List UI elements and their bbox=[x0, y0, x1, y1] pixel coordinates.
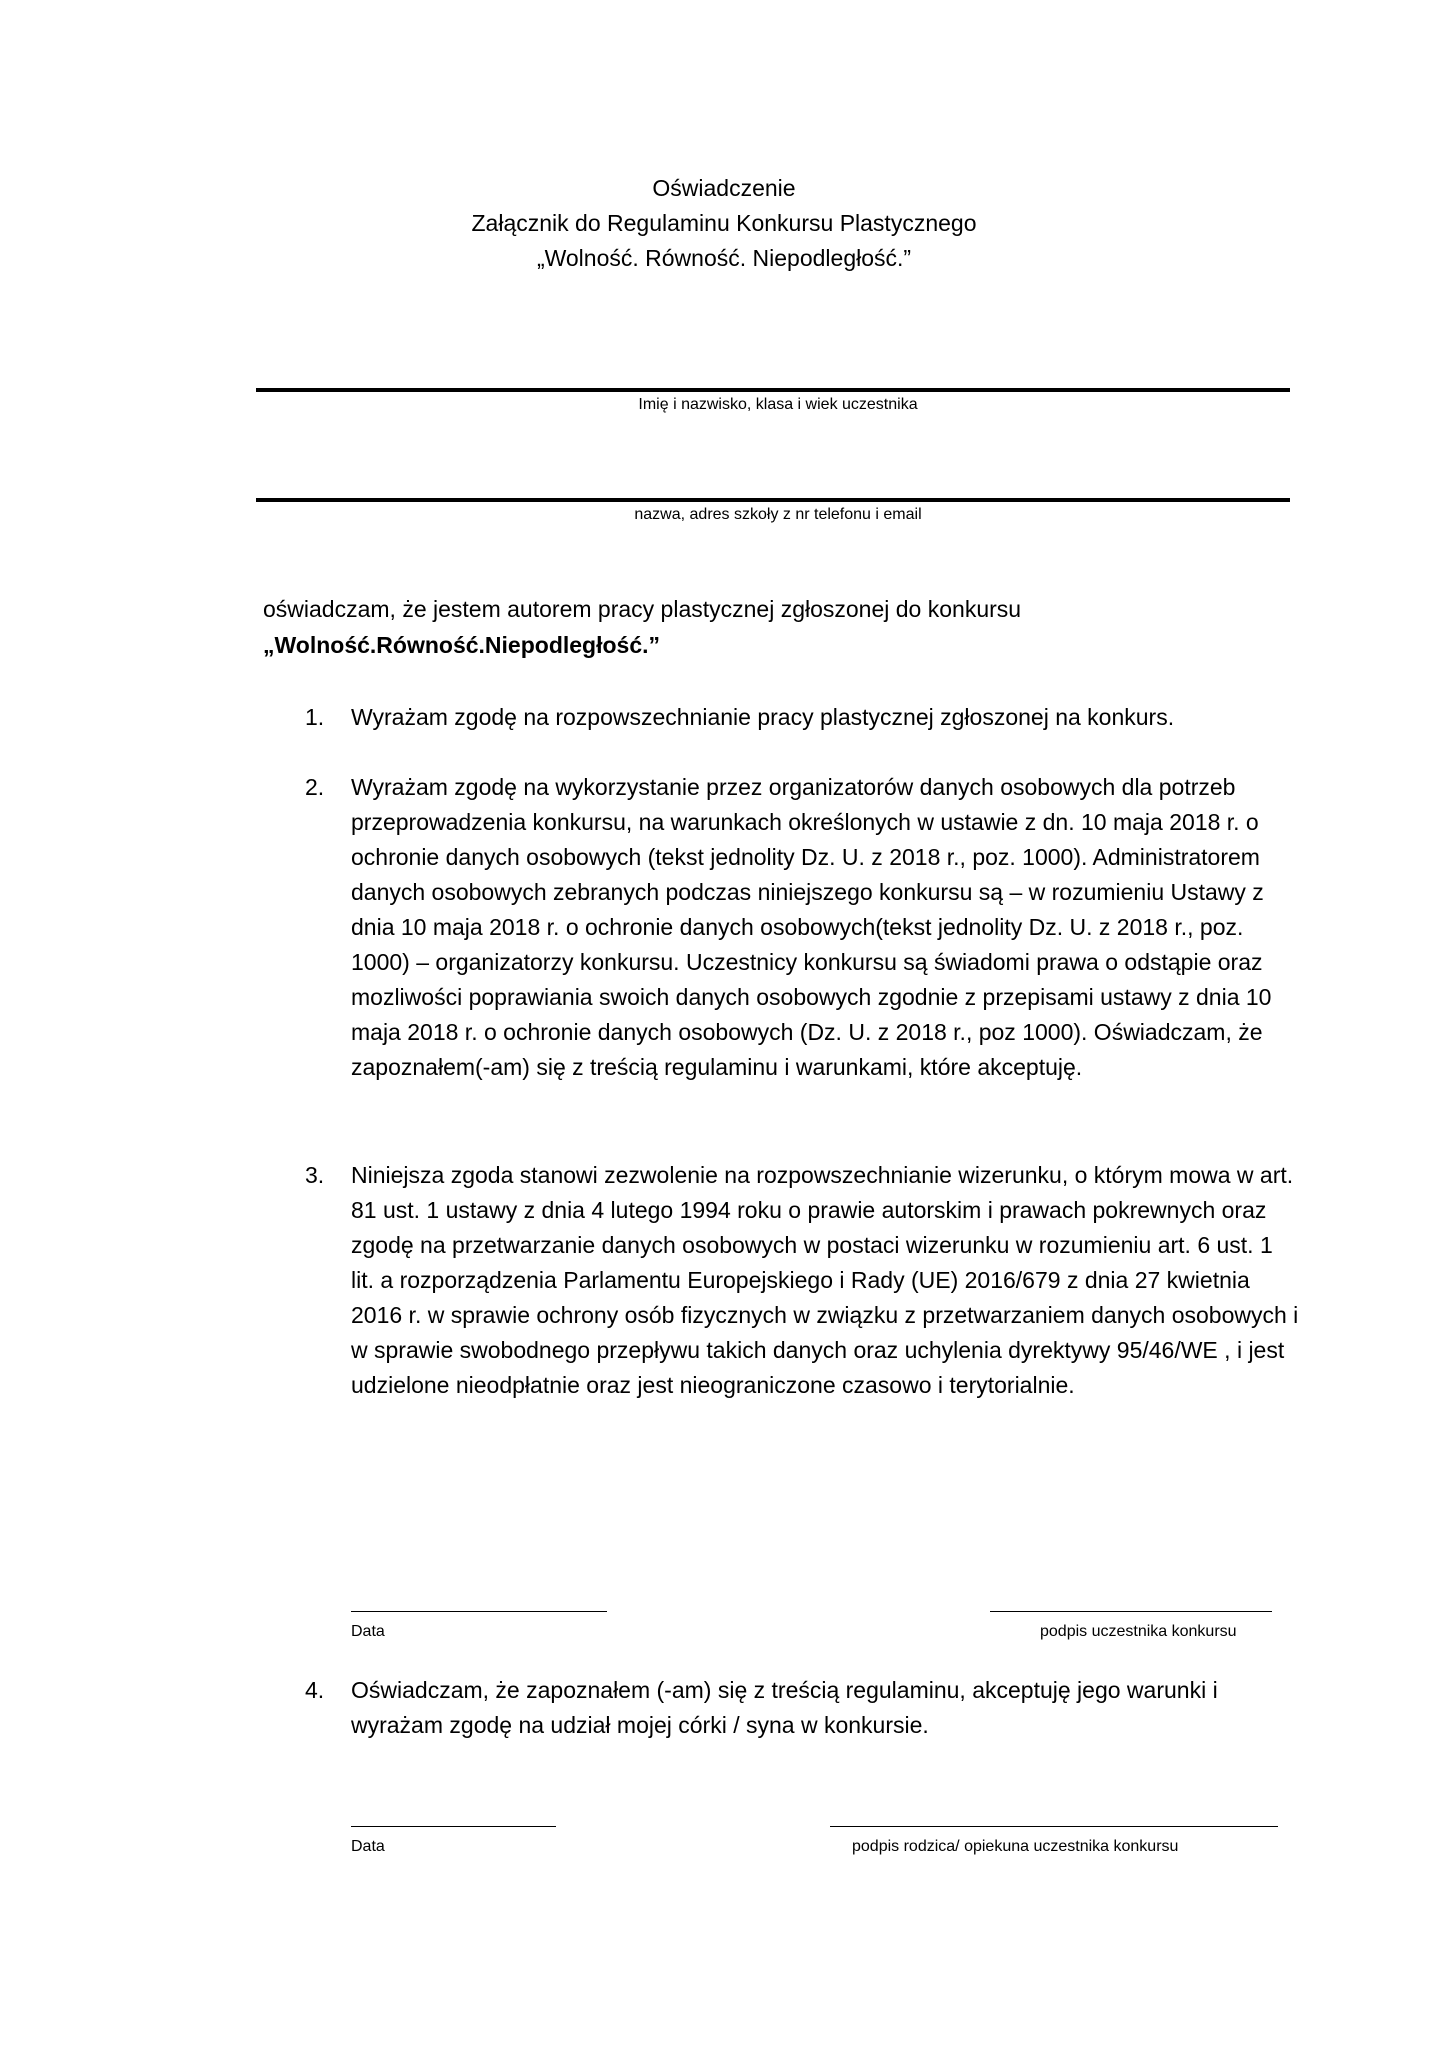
participant-signature-line[interactable] bbox=[990, 1610, 1272, 1612]
item-text: Wyrażam zgodę na wykorzystanie przez organizatorów danych osobowych dla potrzeb przeprowadzenia konkursu, na warunkach określonych w ustawie z dn. 10 maja 2018 r. o ochronie danych osobowych (tekst jednolity Dz. U. z 2018 r., poz. 1000). Administratorem danych osobowych zebranych podczas niniejszego konkursu są – w rozumieniu Ustawy z dnia 10 maja 2018 r. o ochronie danych osobowych(tekst jednolity Dz. U. z 2018 r., poz. 1000) – organizatorzy konkursu. Uczestnicy konkursu są świadomi prawa o odstąpie oraz mozliwości poprawiania swoich danych osobowych zgodnie z przepisami ustawy z dnia 10 maja 2018 r. o ochronie danych osobowych (Dz. U. z 2018 r., poz 1000). Oświadczam, że zapoznałem(-am) się z treścią regulaminu i warunkami, które akceptuję. bbox=[351, 774, 1272, 1080]
date-label: Data bbox=[351, 1838, 385, 1855]
school-field-line[interactable] bbox=[256, 498, 1290, 502]
statement-intro: oświadczam, że jestem autorem pracy plastycznej zgłoszonej do konkursu bbox=[263, 596, 1022, 622]
name-field-line[interactable] bbox=[256, 388, 1290, 392]
parent-signature-label: podpis rodzica/ opiekuna uczestnika konkursu bbox=[852, 1838, 1179, 1855]
school-field-caption: nazwa, adres szkoły z nr telefonu i email bbox=[634, 506, 922, 523]
contest-title: „Wolność. Równość. Niepodległość.” bbox=[536, 245, 912, 271]
item-number: 3. bbox=[305, 1162, 325, 1188]
document-subtitle: Załącznik do Regulaminu Konkursu Plastycznego bbox=[471, 210, 977, 236]
date-signature-line[interactable] bbox=[351, 1610, 607, 1612]
name-field-caption: Imię i nazwisko, klasa i wiek uczestnika bbox=[638, 396, 918, 413]
date-signature-line[interactable] bbox=[351, 1825, 556, 1827]
item-number: 2. bbox=[305, 774, 325, 800]
parent-signature-line[interactable] bbox=[830, 1825, 1278, 1827]
statement-contest-name: „Wolność.Równość.Niepodległość.” bbox=[263, 632, 661, 658]
item-text: Oświadczam, że zapoznałem (-am) się z treścią regulaminu, akceptuję jego warunki i wyrażam zgodę na udział mojej córki / syna w konkursie. bbox=[351, 1677, 1218, 1738]
item-number: 4. bbox=[305, 1677, 325, 1703]
date-label: Data bbox=[351, 1623, 385, 1640]
item-text: Niniejsza zgoda stanowi zezwolenie na rozpowszechnianie wizerunku, o którym mowa w art. 81 ust. 1 ustawy z dnia 4 lutego 1994 roku o prawie autorskim i prawach pokrewnych oraz zgodę na przetwarzanie danych osobowych w postaci wizerunku w rozumieniu art. 6 ust. 1 lit. a rozporządzenia Parlamentu Europejskiego i Rady (UE) 2016/679 z dnia 27 kwietnia 2016 r. w sprawie ochrony osób fizycznych w związku z przetwarzaniem danych osobowych i w sprawie swobodnego przepływu takich danych oraz uchylenia dyrektywy 95/46/WE , i jest udzielone nieodpłatnie oraz jest nieograniczone czasowo i terytorialnie. bbox=[351, 1162, 1299, 1398]
participant-signature-label: podpis uczestnika konkursu bbox=[1040, 1623, 1237, 1640]
document-title: Oświadczenie bbox=[652, 175, 796, 201]
item-number: 1. bbox=[305, 704, 325, 730]
item-text: Wyrażam zgodę na rozpowszechnianie pracy plastycznej zgłoszonej na konkurs. bbox=[351, 704, 1175, 730]
